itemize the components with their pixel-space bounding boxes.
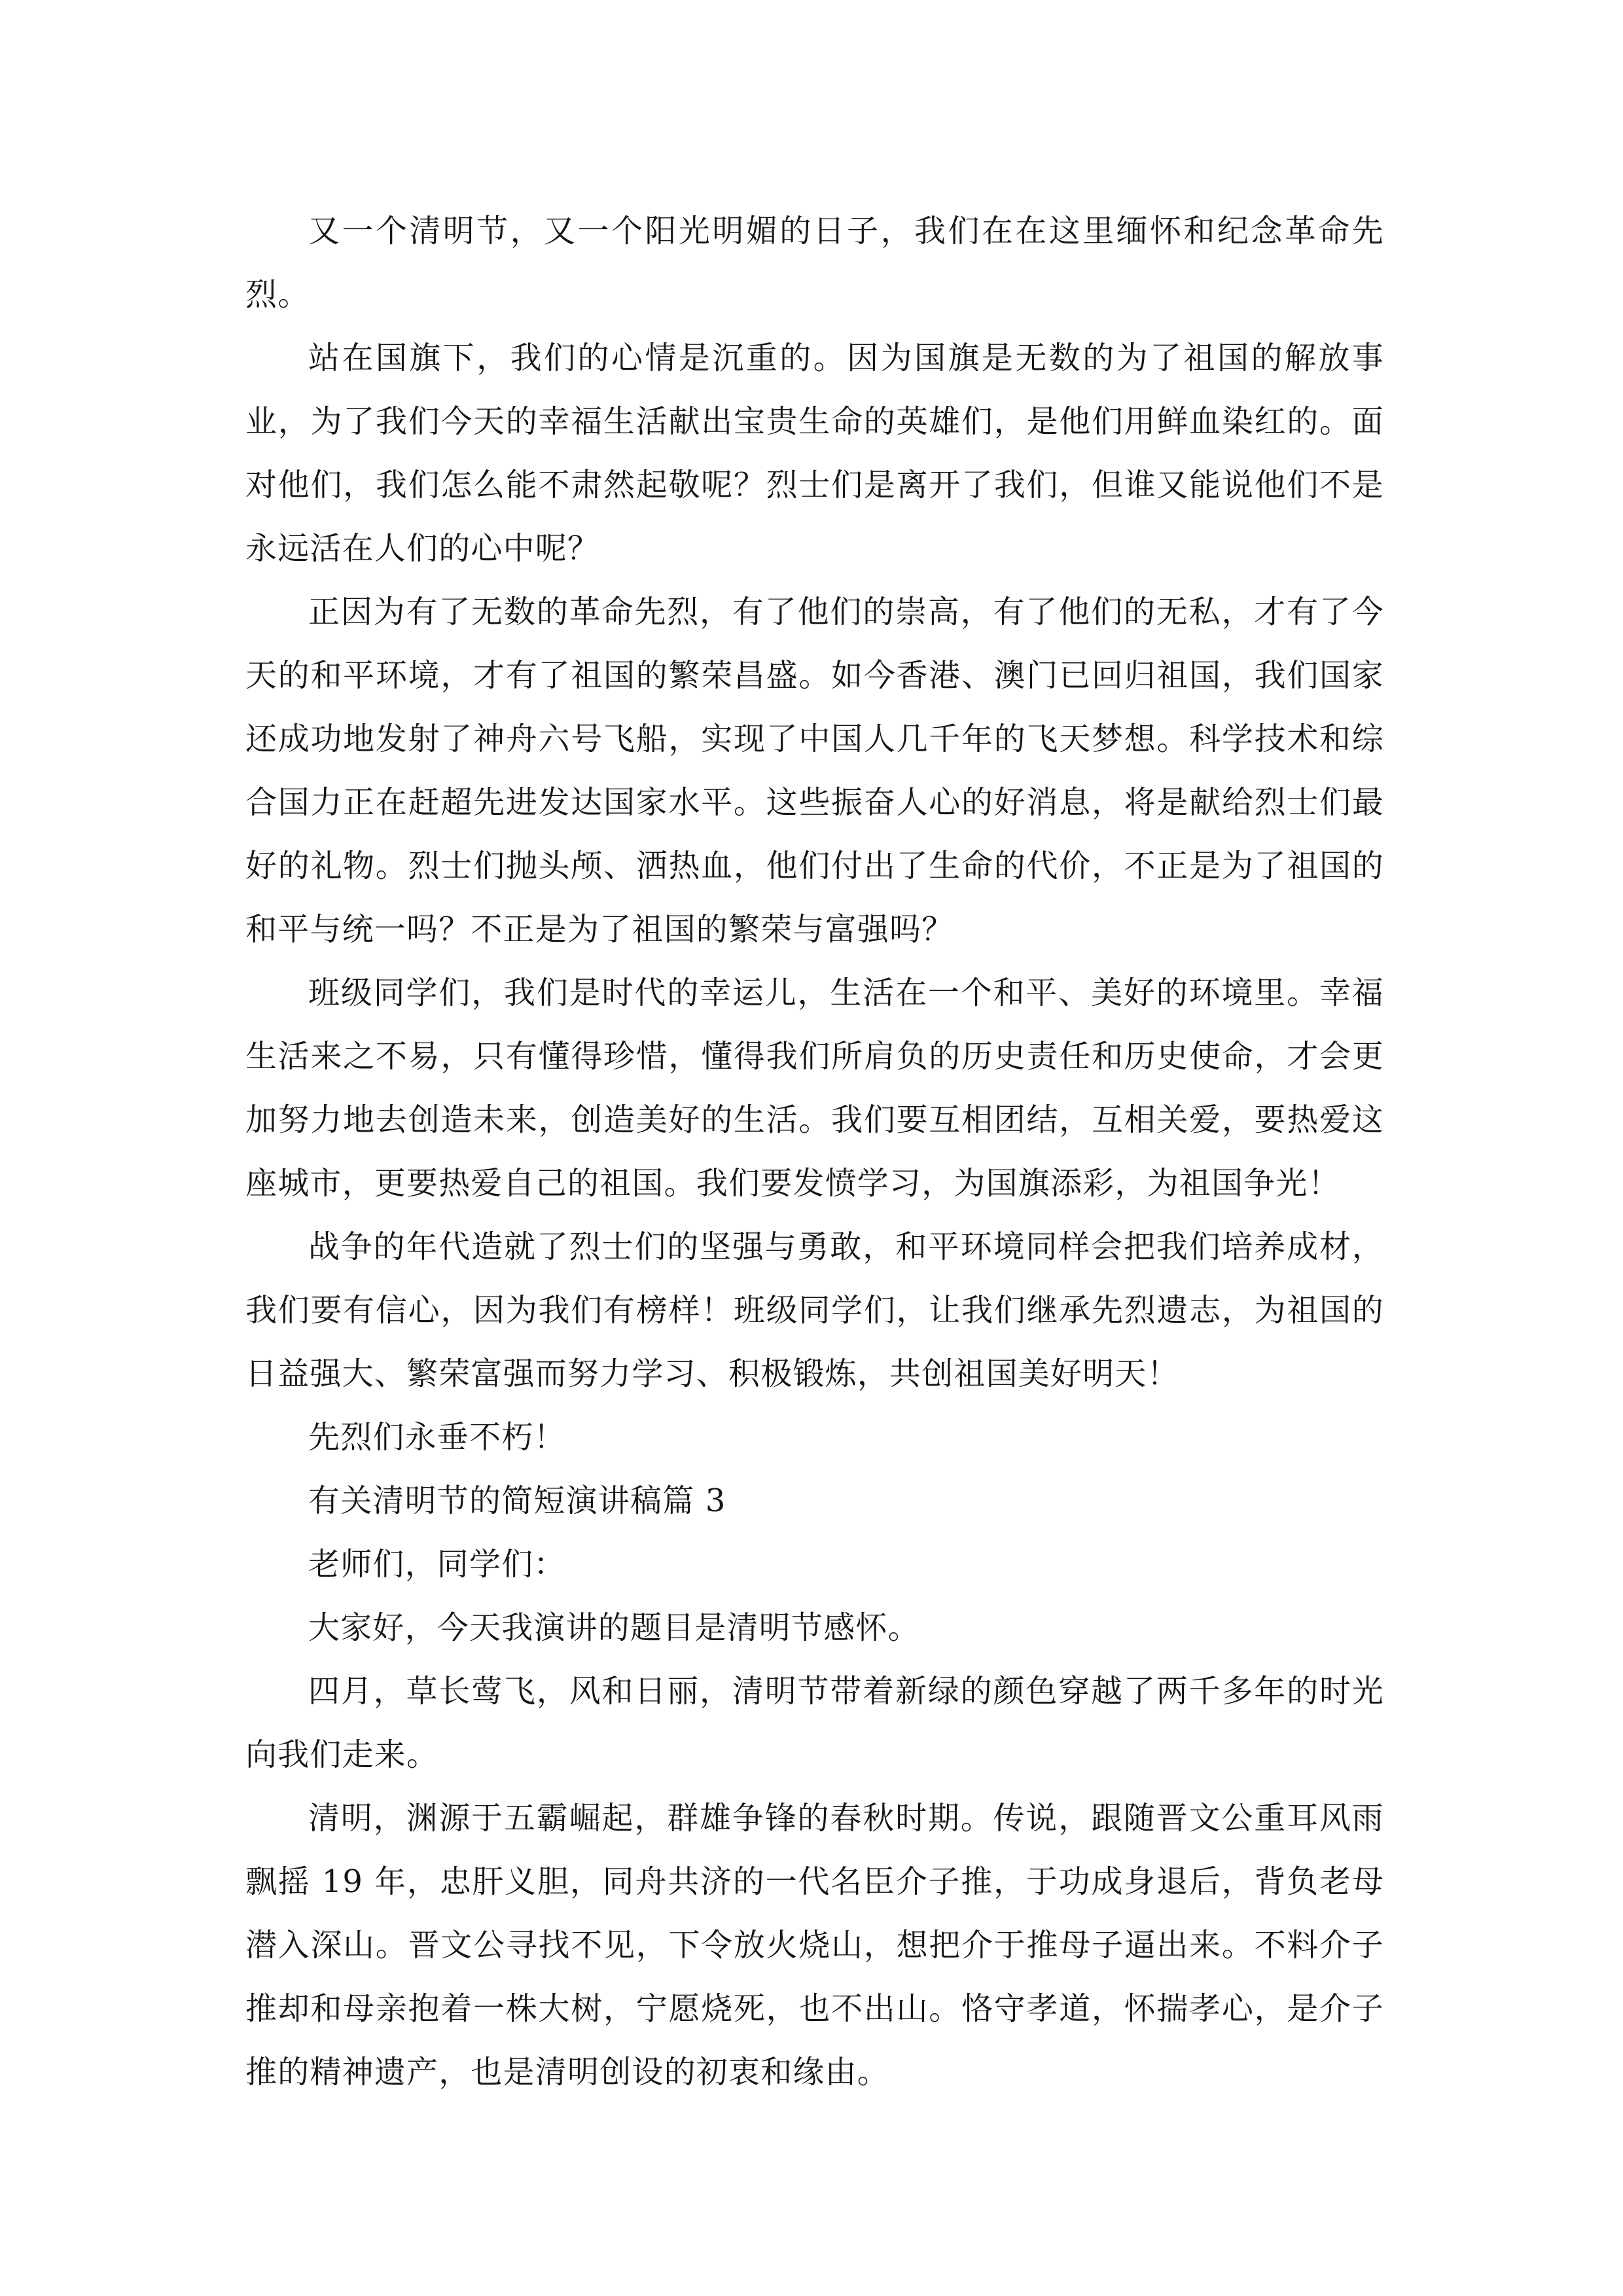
paragraph-greeting: 大家好，今天我演讲的题目是清明节感怀。: [308, 1609, 920, 1646]
paragraph-immortal: 先烈们永垂不朽！: [308, 1419, 566, 1456]
paragraph-flag: 站在国旗下，我们的心情是沉重的。因为国旗是无数的为了祖国的解放事业，为了我们今天的幸福生活献出宝贵生命的英雄们，是他们用鲜血染红的。面对他们，我们怎么能不肃然起敬呢？烈士们是离开了我们，但谁又能说他们不是永远活在人们的心中呢？: [245, 340, 1384, 567]
paragraph-classmates: 班级同学们，我们是时代的幸运儿，生活在一个和平、美好的环境里。幸福生活来之不易，只有懂得珍惜，懂得我们所肩负的历史责任和历史使命，才会更加努力地去创造未来，创造美好的生活。我们要互相团结，互相关爱，要热爱这座城市，更要热爱自己的祖国。我们要发愤学习，为国旗添彩，为祖国争光！: [245, 975, 1384, 1202]
paragraph-salutation: 老师们，同学们：: [308, 1546, 566, 1583]
section-heading: 有关清明节的简短演讲稿篇 3: [308, 1482, 726, 1519]
paragraph-martyrs: 正因为有了无数的革命先烈，有了他们的崇高，有了他们的无私，才有了今天的和平环境，才有了祖国的繁荣昌盛。如今香港、澳门已回归祖国，我们国家还成功地发射了神舟六号飞船，实现了中国人几千年的飞天梦想。科学技术和综合国力正在赶超先进发达国家水平。这些振奋人心的好消息，将是献给烈士们最好的礼物。烈士们抛头颅、洒热血，他们付出了生命的代价，不正是为了祖国的和平与统一吗？不正是为了祖国的繁荣与富强吗？: [245, 594, 1384, 948]
paragraph-war-years: 战争的年代造就了烈士们的坚强与勇敢，和平环境同样会把我们培养成材，我们要有信心，因为我们有榜样！班级同学们，让我们继承先烈遗志，为祖国的日益强大、繁荣富强而努力学习、积极锻炼，共创祖国美好明天！: [245, 1229, 1384, 1392]
paragraph-intro: 又一个清明节，又一个阳光明媚的日子，我们在在这里缅怀和纪念革命先烈。: [245, 213, 1384, 313]
paragraph-april: 四月，草长莺飞，风和日丽，清明节带着新绿的颜色穿越了两千多年的时光向我们走来。: [245, 1673, 1384, 1773]
paragraph-qingming-origin: 清明，渊源于五霸崛起，群雄争锋的春秋时期。传说，跟随晋文公重耳风雨飘摇 19 年，忠肝义胆，同舟共济的一代名臣介子推，于功成身退后，背负老母潜入深山。晋文公寻找不见，下令放火烧山，想把介于推母子逼出来。不料介子推却和母亲抱着一株大树，宁愿烧死，也不出山。恪守孝道，怀揣孝心，是介子推的精神遗产，也是清明创设的初衷和缘由。: [245, 1800, 1384, 2090]
document-body: [245, 200, 1384, 2104]
